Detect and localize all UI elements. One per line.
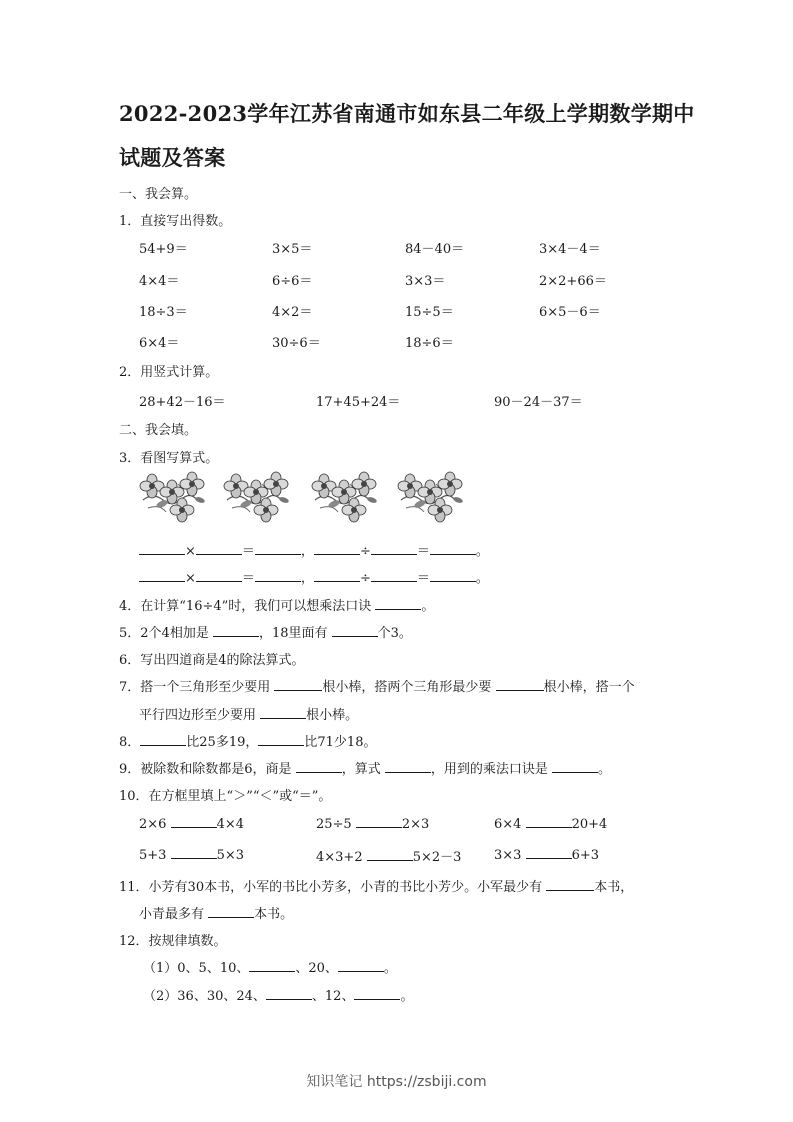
q10-right: 20+4	[571, 817, 608, 832]
q7-text-2: 根小棒，搭两个三角形最少要	[322, 680, 492, 695]
q1-item: 6×5－6＝	[539, 305, 601, 320]
comma: ，	[300, 544, 314, 559]
q8-text: 比25多19，	[186, 735, 259, 750]
q4-end: 。	[421, 599, 435, 614]
answer-blank[interactable]	[208, 905, 254, 918]
q1-item: 84－40＝	[405, 242, 465, 257]
q1-item: 15÷5＝	[405, 305, 454, 320]
q9-text-3: ，用到的乘法口诀是	[430, 762, 548, 777]
footer-watermark: 知识笔记 https://zsbiji.com	[306, 1074, 487, 1090]
q11-text-3: 小青最多有	[139, 907, 205, 922]
q7-text-4: 平行四边形至少要用	[139, 708, 257, 723]
period: 。	[475, 544, 489, 559]
times-sign: ×	[185, 544, 196, 559]
q10-item	[139, 846, 244, 863]
answer-blank[interactable]	[338, 959, 384, 972]
divide-sign: ÷	[359, 544, 371, 559]
q12-part-2	[143, 985, 413, 1004]
page-title-line2: 试题及答案	[119, 145, 226, 170]
question-12: 12．按规律填数。	[119, 934, 227, 949]
answer-blank[interactable]	[496, 678, 544, 691]
answer-blank[interactable]	[196, 569, 242, 582]
answer-blank[interactable]	[430, 569, 476, 582]
q10-left: 3×3	[494, 848, 522, 863]
question-4	[119, 595, 434, 614]
answer-blank[interactable]	[385, 760, 431, 773]
answer-blank[interactable]	[332, 624, 378, 637]
q9-text-2: ，算式	[341, 762, 381, 777]
q10-item	[139, 815, 244, 832]
answer-blank[interactable]	[140, 733, 186, 746]
q7-text-3: 根小棒，搭一个	[543, 680, 635, 695]
q10-item	[494, 815, 607, 832]
answer-blank[interactable]	[139, 569, 185, 582]
q10-right: 4×4	[216, 817, 245, 832]
answer-blank[interactable]	[255, 569, 301, 582]
answer-blank[interactable]	[274, 678, 322, 691]
question-7	[119, 676, 635, 695]
answer-blank[interactable]	[371, 542, 417, 555]
comma: ，	[300, 571, 314, 586]
q11-text: 11．小芳有30本书，小军的书比小芳多，小青的书比小芳少。小军最少有	[119, 880, 543, 895]
q9-end: 。	[598, 762, 612, 777]
equals-sign: ＝	[416, 544, 430, 559]
answer-blank[interactable]	[196, 542, 242, 555]
answer-blank[interactable]	[139, 542, 185, 555]
compare-blank[interactable]	[171, 846, 217, 859]
q11-text-4: 本书。	[254, 907, 294, 922]
q1-item: 3×5＝	[272, 242, 313, 257]
section-heading: 二、我会填。	[119, 423, 198, 438]
answer-blank[interactable]	[255, 542, 301, 555]
q10-item	[494, 846, 599, 863]
q1-item: 3×3＝	[405, 274, 446, 289]
answer-blank[interactable]	[375, 597, 421, 610]
question-1: 1．直接写出得数。	[119, 214, 232, 229]
compare-blank[interactable]	[171, 815, 217, 828]
q12-part-1	[143, 957, 397, 976]
answer-blank[interactable]	[213, 624, 259, 637]
question-10: 10．在方框里填上“＞”“＜”或“＝”。	[119, 789, 332, 804]
q5-text-3: 个3。	[377, 626, 412, 641]
q10-left: 2×6	[139, 817, 167, 832]
q3-blanks-row	[139, 540, 489, 559]
q5-text-2: ，18里面有	[258, 626, 328, 641]
equals-sign: ＝	[241, 544, 255, 559]
q10-left: 25÷5	[316, 817, 352, 832]
q12-1-text-2: 、20、	[295, 961, 338, 976]
question-7-cont	[139, 704, 358, 723]
question-6: 6．写出四道商是4的除法算式。	[119, 653, 305, 668]
compare-blank[interactable]	[526, 846, 572, 859]
q10-left: 5+3	[139, 848, 167, 863]
answer-blank[interactable]	[314, 569, 360, 582]
answer-blank[interactable]	[552, 760, 598, 773]
compare-blank[interactable]	[367, 848, 413, 861]
q10-right: 5×2－3	[412, 850, 462, 865]
q11-text-2: 本书，	[594, 880, 634, 895]
q12-2-text: （2）36、30、24、	[143, 989, 266, 1004]
q1-item: 6÷6＝	[272, 274, 313, 289]
question-8	[119, 731, 376, 750]
q1-item: 18÷3＝	[139, 305, 188, 320]
question-11	[119, 876, 633, 895]
q10-right: 5×3	[216, 848, 245, 863]
q12-2-text-2: 、12、	[311, 989, 355, 1004]
q10-left: 6×4	[494, 817, 522, 832]
q10-left: 4×3+2	[316, 850, 363, 865]
q10-right: 6+3	[571, 848, 600, 863]
answer-blank[interactable]	[371, 569, 417, 582]
q1-item: 6×4＝	[139, 336, 180, 351]
question-11-cont	[139, 903, 293, 922]
q7-text: 7．搭一个三角形至少要用	[119, 680, 271, 695]
page-title: 2022-2023学年江苏省南通市如东县二年级上学期数学期中	[119, 101, 695, 126]
q12-1-end: 。	[383, 961, 397, 976]
q12-2-end: 。	[400, 989, 414, 1004]
answer-blank[interactable]	[249, 959, 295, 972]
q10-item	[316, 846, 461, 865]
q12-1-text: （1）0、5、10、	[143, 961, 250, 976]
q1-item: 2×2+66＝	[539, 274, 607, 289]
q8-num: 8．	[119, 735, 141, 750]
divide-sign: ÷	[359, 571, 371, 586]
q5-text: 5．2个4相加是	[119, 626, 209, 641]
answer-blank[interactable]	[260, 706, 306, 719]
answer-blank[interactable]	[546, 878, 594, 891]
q1-item: 30÷6＝	[272, 336, 321, 351]
answer-blank[interactable]	[296, 760, 342, 773]
answer-blank[interactable]	[430, 542, 476, 555]
q10-item	[316, 815, 429, 832]
q8-text-2: 比71少18。	[304, 735, 377, 750]
answer-blank[interactable]	[258, 733, 304, 746]
section-heading: 一、我会算。	[119, 187, 198, 202]
q1-item: 3×4－4＝	[539, 242, 601, 257]
question-5	[119, 622, 412, 641]
q2-item: 90－24－37＝	[494, 395, 583, 410]
q2-item: 17+45+24＝	[316, 395, 401, 410]
q9-text: 9．被除数和除数都是6，商是	[119, 762, 292, 777]
compare-blank[interactable]	[356, 815, 402, 828]
question-9	[119, 758, 611, 777]
q4-text: 4．在计算“16÷4”时，我们可以想乘法口诀	[119, 599, 372, 614]
flower-clusters-image	[138, 470, 468, 530]
question-3: 3．看图写算式。	[119, 451, 219, 466]
answer-blank[interactable]	[266, 987, 312, 1000]
period: 。	[475, 571, 489, 586]
q7-text-5: 根小棒。	[306, 708, 359, 723]
q1-item: 54+9＝	[139, 242, 188, 257]
equals-sign: ＝	[416, 571, 430, 586]
answer-blank[interactable]	[314, 542, 360, 555]
q3-blanks-row	[139, 567, 489, 586]
q2-item: 28+42－16＝	[139, 395, 226, 410]
q1-item: 4×4＝	[139, 274, 180, 289]
compare-blank[interactable]	[526, 815, 572, 828]
q1-item: 18÷6＝	[405, 336, 454, 351]
q10-right: 2×3	[401, 817, 430, 832]
times-sign: ×	[185, 571, 196, 586]
equals-sign: ＝	[241, 571, 255, 586]
answer-blank[interactable]	[354, 987, 400, 1000]
question-2: 2．用竖式计算。	[119, 365, 219, 380]
q1-item: 4×2＝	[272, 305, 313, 320]
